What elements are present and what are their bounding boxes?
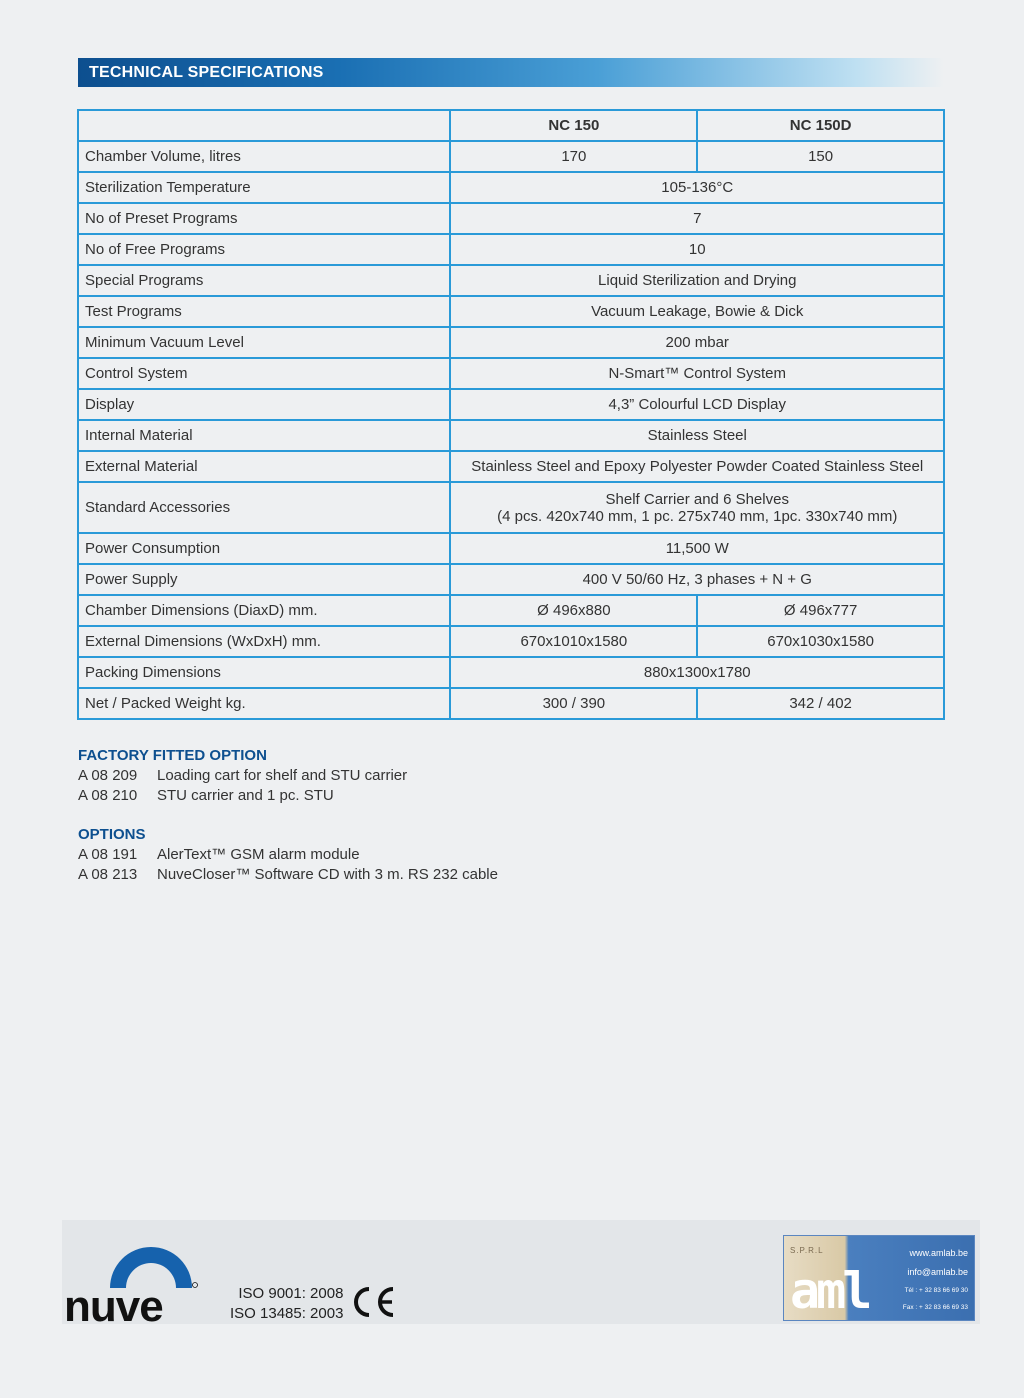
iso-line: ISO 9001: 2008 bbox=[238, 1285, 344, 1302]
table-header-nc150d: NC 150D bbox=[697, 110, 944, 141]
spec-label: External Dimensions (WxDxH) mm. bbox=[78, 626, 450, 657]
spec-value: N-Smart™ Control System bbox=[450, 358, 944, 389]
iso-certifications bbox=[230, 1284, 343, 1324]
aml-tel: Tél : + 32 83 66 69 30 bbox=[904, 1287, 968, 1294]
table-row bbox=[78, 358, 944, 389]
aml-web: www.amlab.be bbox=[909, 1248, 968, 1258]
aml-fax: Fax : + 32 83 66 69 33 bbox=[902, 1304, 968, 1311]
spec-label: Sterilization Temperature bbox=[78, 172, 450, 203]
aml-contact bbox=[903, 1244, 968, 1316]
option-desc: Loading cart for shelf and STU carrier bbox=[157, 767, 408, 784]
spec-value: Liquid Sterilization and Drying bbox=[450, 265, 944, 296]
table-row bbox=[78, 657, 944, 688]
spec-value-nc150d: 670x1030x1580 bbox=[697, 626, 944, 657]
list-item bbox=[78, 786, 407, 806]
table-row bbox=[78, 533, 944, 564]
table-row bbox=[78, 234, 944, 265]
spec-value: Vacuum Leakage, Bowie & Dick bbox=[450, 296, 944, 327]
spec-value-line: (4 pcs. 420x740 mm, 1 pc. 275x740 mm, 1pc. 330x740 mm) bbox=[497, 507, 898, 525]
table-row bbox=[78, 203, 944, 234]
option-desc: AlerText™ GSM alarm module bbox=[157, 846, 360, 863]
spec-label: Test Programs bbox=[78, 296, 450, 327]
table-header-row bbox=[78, 110, 944, 141]
ce-mark-icon bbox=[349, 1284, 397, 1320]
table-row bbox=[78, 265, 944, 296]
nuve-logo bbox=[64, 1232, 200, 1324]
spec-value: Stainless Steel and Epoxy Polyester Powder Coated Stainless Steel bbox=[450, 451, 944, 482]
aml-brand: aml bbox=[790, 1262, 869, 1320]
spec-value: 10 bbox=[450, 234, 944, 265]
spec-label: No of Preset Programs bbox=[78, 203, 450, 234]
option-code: A 08 209 bbox=[78, 767, 138, 784]
specs-table bbox=[77, 109, 945, 720]
spec-value: 11,500 W bbox=[450, 533, 944, 564]
spec-value-nc150d: 342 / 402 bbox=[697, 688, 944, 719]
spec-label: Special Programs bbox=[78, 265, 450, 296]
list-item bbox=[78, 865, 498, 885]
spec-label: Display bbox=[78, 389, 450, 420]
spec-label: Power Consumption bbox=[78, 533, 450, 564]
table-row bbox=[78, 327, 944, 358]
table-row bbox=[78, 172, 944, 203]
spec-label: Net / Packed Weight kg. bbox=[78, 688, 450, 719]
spec-value: 400 V 50/60 Hz, 3 phases + N + G bbox=[450, 564, 944, 595]
spec-value-nc150: 170 bbox=[450, 141, 697, 172]
option-desc: STU carrier and 1 pc. STU bbox=[157, 787, 334, 804]
option-desc: NuveCloser™ Software CD with 3 m. RS 232 cable bbox=[157, 866, 498, 883]
spec-value-line: Shelf Carrier and 6 Shelves bbox=[605, 490, 789, 508]
table-row bbox=[78, 626, 944, 657]
table-header-empty bbox=[78, 110, 450, 141]
spec-value bbox=[450, 482, 944, 533]
table-row bbox=[78, 595, 944, 626]
table-row bbox=[78, 482, 944, 533]
table-row bbox=[78, 564, 944, 595]
iso-line: ISO 13485: 2003 bbox=[230, 1305, 344, 1322]
aml-distributor-logo bbox=[783, 1235, 975, 1321]
table-row bbox=[78, 688, 944, 719]
spec-label: Control System bbox=[78, 358, 450, 389]
factory-option-section bbox=[78, 747, 407, 806]
spec-value-nc150: Ø 496x880 bbox=[450, 595, 697, 626]
section-title: TECHNICAL SPECIFICATIONS bbox=[89, 63, 324, 81]
aml-sprl: S.P.R.L bbox=[790, 1246, 824, 1255]
spec-value-nc150d: 150 bbox=[697, 141, 944, 172]
spec-label: Packing Dimensions bbox=[78, 657, 450, 688]
spec-value-nc150: 670x1010x1580 bbox=[450, 626, 697, 657]
spec-value: 880x1300x1780 bbox=[450, 657, 944, 688]
options-section bbox=[78, 826, 498, 885]
spec-label: External Material bbox=[78, 451, 450, 482]
table-row bbox=[78, 451, 944, 482]
spec-label: Chamber Dimensions (DiaxD) mm. bbox=[78, 595, 450, 626]
aml-email: info@amlab.be bbox=[907, 1267, 968, 1277]
spec-value: 7 bbox=[450, 203, 944, 234]
spec-value: 105-136°C bbox=[450, 172, 944, 203]
spec-label: Minimum Vacuum Level bbox=[78, 327, 450, 358]
list-item bbox=[78, 766, 407, 786]
factory-option-title: FACTORY FITTED OPTION bbox=[78, 747, 267, 764]
section-header bbox=[78, 58, 944, 87]
option-code: A 08 210 bbox=[78, 787, 138, 804]
spec-label: Standard Accessories bbox=[78, 482, 450, 533]
options-title: OPTIONS bbox=[78, 826, 146, 843]
spec-value: 200 mbar bbox=[450, 327, 944, 358]
spec-value-nc150: 300 / 390 bbox=[450, 688, 697, 719]
table-row bbox=[78, 141, 944, 172]
spec-label: Internal Material bbox=[78, 420, 450, 451]
table-row bbox=[78, 389, 944, 420]
svg-text:nuve: nuve bbox=[64, 1282, 163, 1324]
list-item bbox=[78, 845, 498, 865]
option-code: A 08 191 bbox=[78, 846, 138, 863]
spec-value-nc150d: Ø 496x777 bbox=[697, 595, 944, 626]
spec-label: Power Supply bbox=[78, 564, 450, 595]
specs-table-body bbox=[78, 141, 944, 719]
table-header-nc150: NC 150 bbox=[450, 110, 697, 141]
spec-label: Chamber Volume, litres bbox=[78, 141, 450, 172]
table-row bbox=[78, 296, 944, 327]
option-code: A 08 213 bbox=[78, 866, 138, 883]
table-row bbox=[78, 420, 944, 451]
spec-label: No of Free Programs bbox=[78, 234, 450, 265]
spec-value: Stainless Steel bbox=[450, 420, 944, 451]
spec-value: 4,3” Colourful LCD Display bbox=[450, 389, 944, 420]
